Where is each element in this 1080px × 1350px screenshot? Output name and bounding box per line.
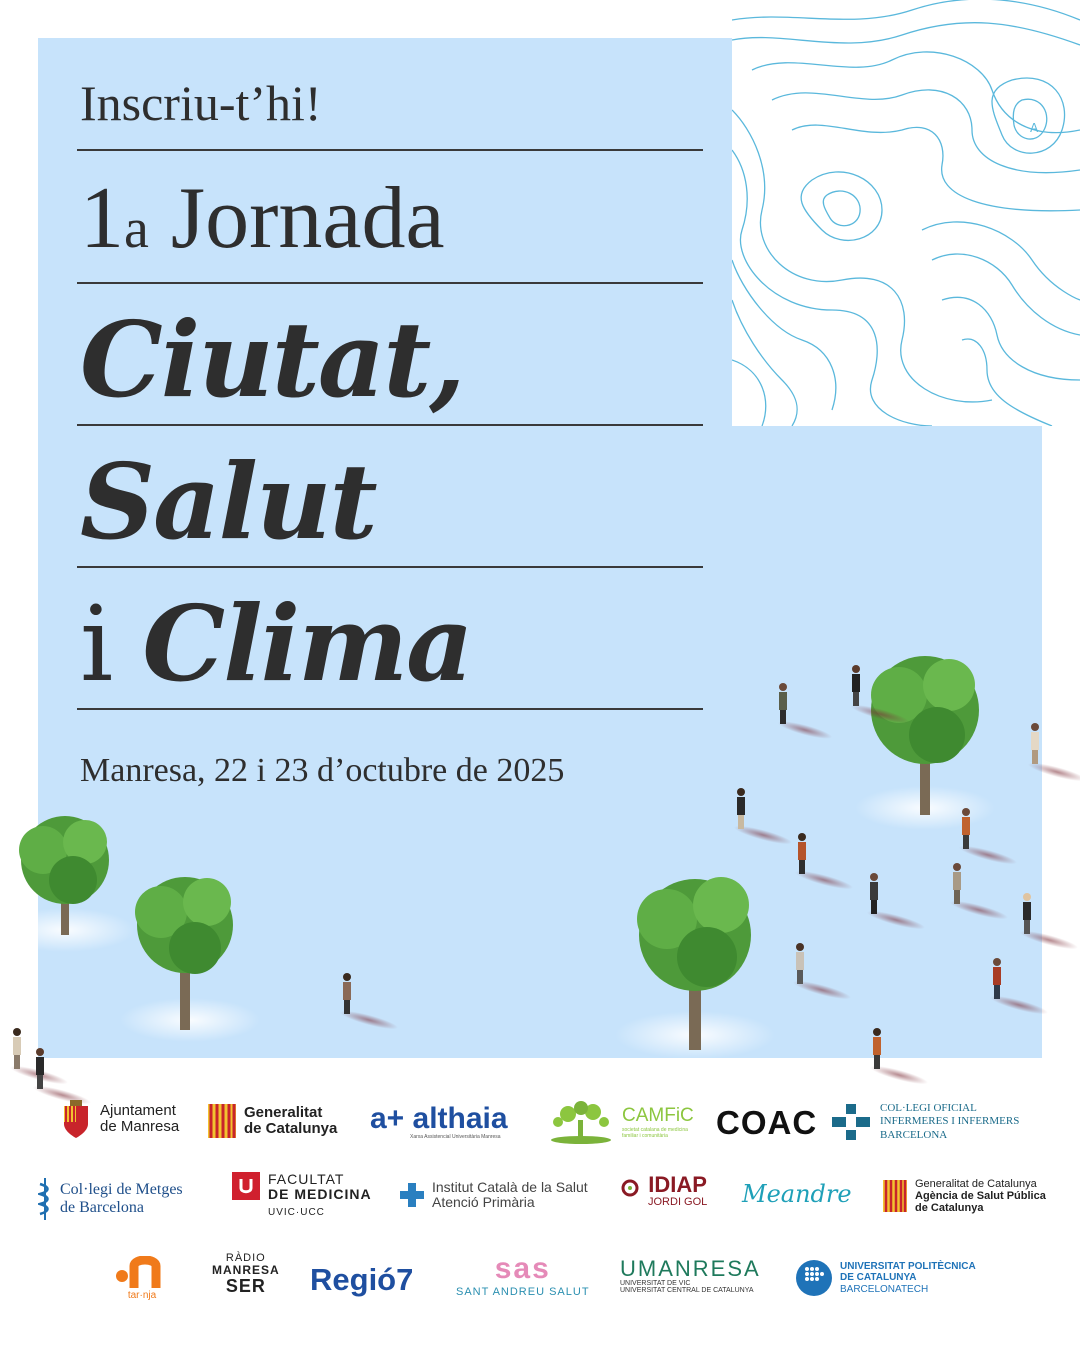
svg-text:A: A [1030,121,1039,135]
logo-label: Generalitat de Catalunya [915,1178,1037,1190]
logo-subtitle: Xarxa Assistencial Universitària Manresa [410,1134,501,1140]
stripes-icon [883,1180,907,1212]
logo-regio7[interactable] [310,1262,413,1298]
althaia-icon: a+ althaia [370,1102,508,1135]
logo-label: Generalitat [244,1103,323,1121]
umanresa-icon: UMANRESA [620,1256,761,1281]
logo-tarnja[interactable] [114,1256,170,1301]
stripes-icon [208,1104,236,1138]
call-to-action: Inscriu-t’hi! [80,75,322,131]
logo-label: tar·nja [127,1290,157,1301]
logo-facultat-medicina[interactable] [232,1172,372,1218]
logo-label: UVIC·UCC [268,1206,325,1218]
divider-line [77,424,703,426]
logo-radio-manresa[interactable] [212,1252,280,1297]
logo-generalitat[interactable] [208,1104,337,1138]
u-icon [232,1172,260,1200]
title-line-2: Salut [80,440,376,563]
edition-word: Jornada [170,170,445,267]
logo-infermeres[interactable] [830,1102,1019,1142]
edition-suffix: a [124,198,149,260]
n-icon [114,1256,170,1290]
logo-coac[interactable] [716,1106,817,1139]
logo-label: BARCELONA [880,1128,948,1141]
wave-icon: Meandre [742,1180,852,1208]
logo-label: JORDI GOL [648,1196,708,1208]
sas-icon: sas [494,1252,551,1285]
logo-label: INFERMERES I INFERMERS [880,1115,1020,1128]
logo-label: UNIVERSITAT CENTRAL DE CATALUNYA [620,1287,754,1294]
logo-label: DE CATALUNYA [840,1272,917,1284]
logo-aspcat[interactable] [883,1178,1046,1214]
shield-icon [60,1098,92,1140]
logo-label: Institut Català de la Salut [432,1179,588,1195]
regio7-icon: Regió7 [310,1262,414,1297]
upc-icon [796,1260,832,1296]
logo-label: SANT ANDREU SALUT [456,1286,590,1298]
title-line-3-prefix: i [80,583,112,705]
plus-icon [400,1183,424,1207]
logo-label: UNIVERSITAT POLITÈCNICA [840,1260,976,1272]
logo-label: Ajuntament [100,1101,176,1119]
radio-icon: SER [225,1276,266,1297]
edition-heading [80,168,445,269]
logo-ics[interactable] [400,1180,588,1211]
logo-label: CAMFiC [622,1105,694,1126]
location-date: Manresa, 22 i 23 d’octubre de 2025 [80,752,565,789]
logo-label: BARCELONATECH [840,1283,929,1295]
logo-label: Atenció Primària [432,1194,535,1211]
divider-line [77,566,703,568]
topographic-map-decoration [732,0,1080,426]
tree-icon [548,1100,614,1144]
title-line-3-word: Clima [142,582,472,705]
logo-label: MANRESA [212,1263,280,1278]
logo-label: de Catalunya [915,1202,984,1215]
logo-label: DE MEDICINA [268,1186,372,1203]
logo-camfic[interactable] [548,1100,694,1144]
divider-line [77,149,703,151]
logo-collegi-metges[interactable] [38,1178,183,1220]
title-line-1: Ciutat, [80,298,464,421]
logo-idiap[interactable] [620,1174,707,1208]
logo-subtitle: societat catalana de medicina familiar i comunitària [622,1127,688,1139]
cross-icon [830,1102,872,1142]
divider-line [77,282,703,284]
logo-label: COL·LEGI OFICIAL [880,1102,977,1115]
coac-icon: COAC [716,1104,818,1141]
logo-althaia[interactable] [370,1104,508,1140]
logo-label: de Barcelona [60,1199,144,1216]
logo-umanresa[interactable] [620,1258,761,1294]
idiap-icon [620,1178,640,1204]
logo-label: RÀDIO [225,1252,266,1264]
title-line-3 [80,582,472,705]
logo-label: de Catalunya [244,1120,338,1137]
logo-label: IDIAP [648,1172,707,1197]
logo-ajuntament-manresa[interactable] [60,1098,179,1140]
logo-label: de Manresa [100,1118,180,1135]
logo-meandre[interactable] [742,1180,852,1208]
logo-label: FACULTAT [268,1171,345,1187]
edition-number: 1 [80,170,124,267]
logo-label: Col·legi de Metges [60,1181,183,1199]
divider-line [77,708,703,710]
logo-sant-andreu-salut[interactable] [456,1254,590,1298]
logo-label: UNIVERSITAT DE VIC [620,1280,691,1287]
logo-upc[interactable] [796,1260,976,1296]
logo-label: Agència de Salut Pública [915,1190,1046,1203]
staff-icon [38,1178,52,1220]
